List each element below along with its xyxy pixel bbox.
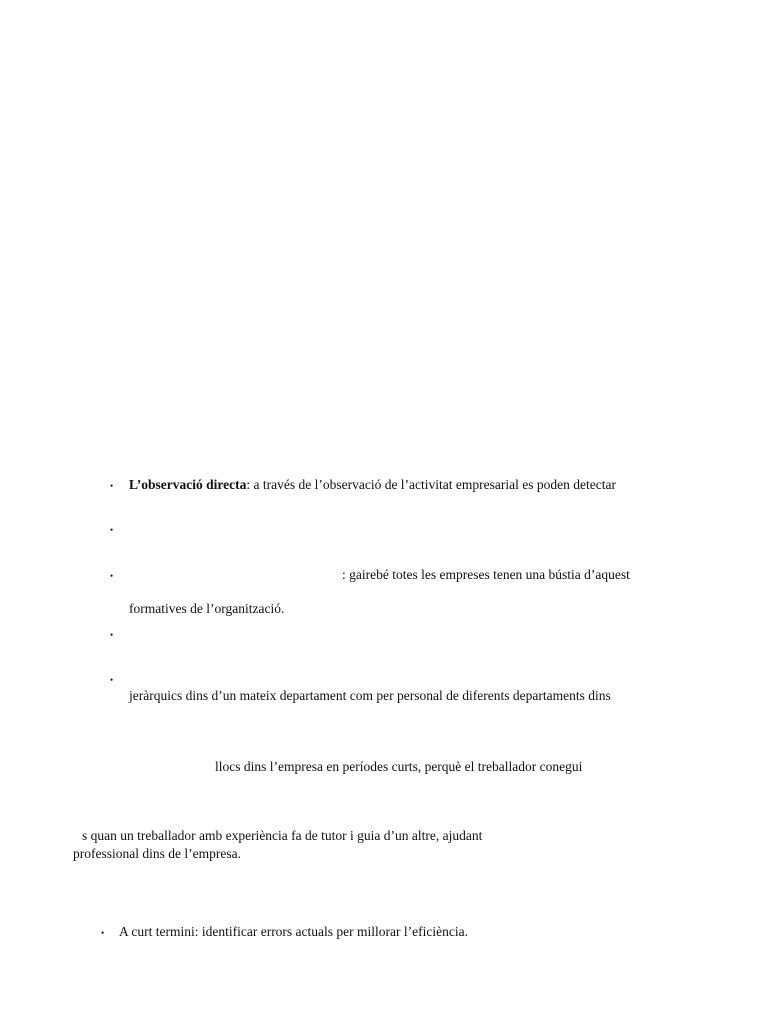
bullet-3: •: [110, 571, 114, 581]
bullet-4: •: [110, 630, 114, 640]
observacio-text: : a través de l’observació de l’activitat empresarial es poden detectar: [246, 477, 616, 492]
observacio-label: L’observació directa: [129, 477, 247, 492]
curt-termini-text: A curt termini: identificar errors actuals per millorar l’eficiència.: [119, 924, 468, 939]
tutor-text: s quan un treballador amb experiència fa de tutor i guia d’un altre, ajudant: [82, 828, 483, 843]
bullet-2: •: [110, 525, 114, 535]
observacio-paragraph: [129, 477, 616, 493]
formatives-text: formatives de l’organització.: [129, 601, 285, 616]
bustia-text: : gairebé totes les empreses tenen una bústia d’aquest: [342, 567, 630, 582]
professional-text: professional dins de l’empresa.: [73, 846, 241, 861]
bullet-1: •: [110, 481, 114, 491]
bullet-6: •: [101, 928, 105, 938]
llocs-text: llocs dins l’empresa en períodes curts, perquè el treballador conegui: [215, 759, 583, 774]
jerarquics-text: jeràrquics dins d’un mateix departament com per personal de diferents departaments dins: [129, 688, 611, 703]
bullet-5: •: [110, 675, 114, 685]
